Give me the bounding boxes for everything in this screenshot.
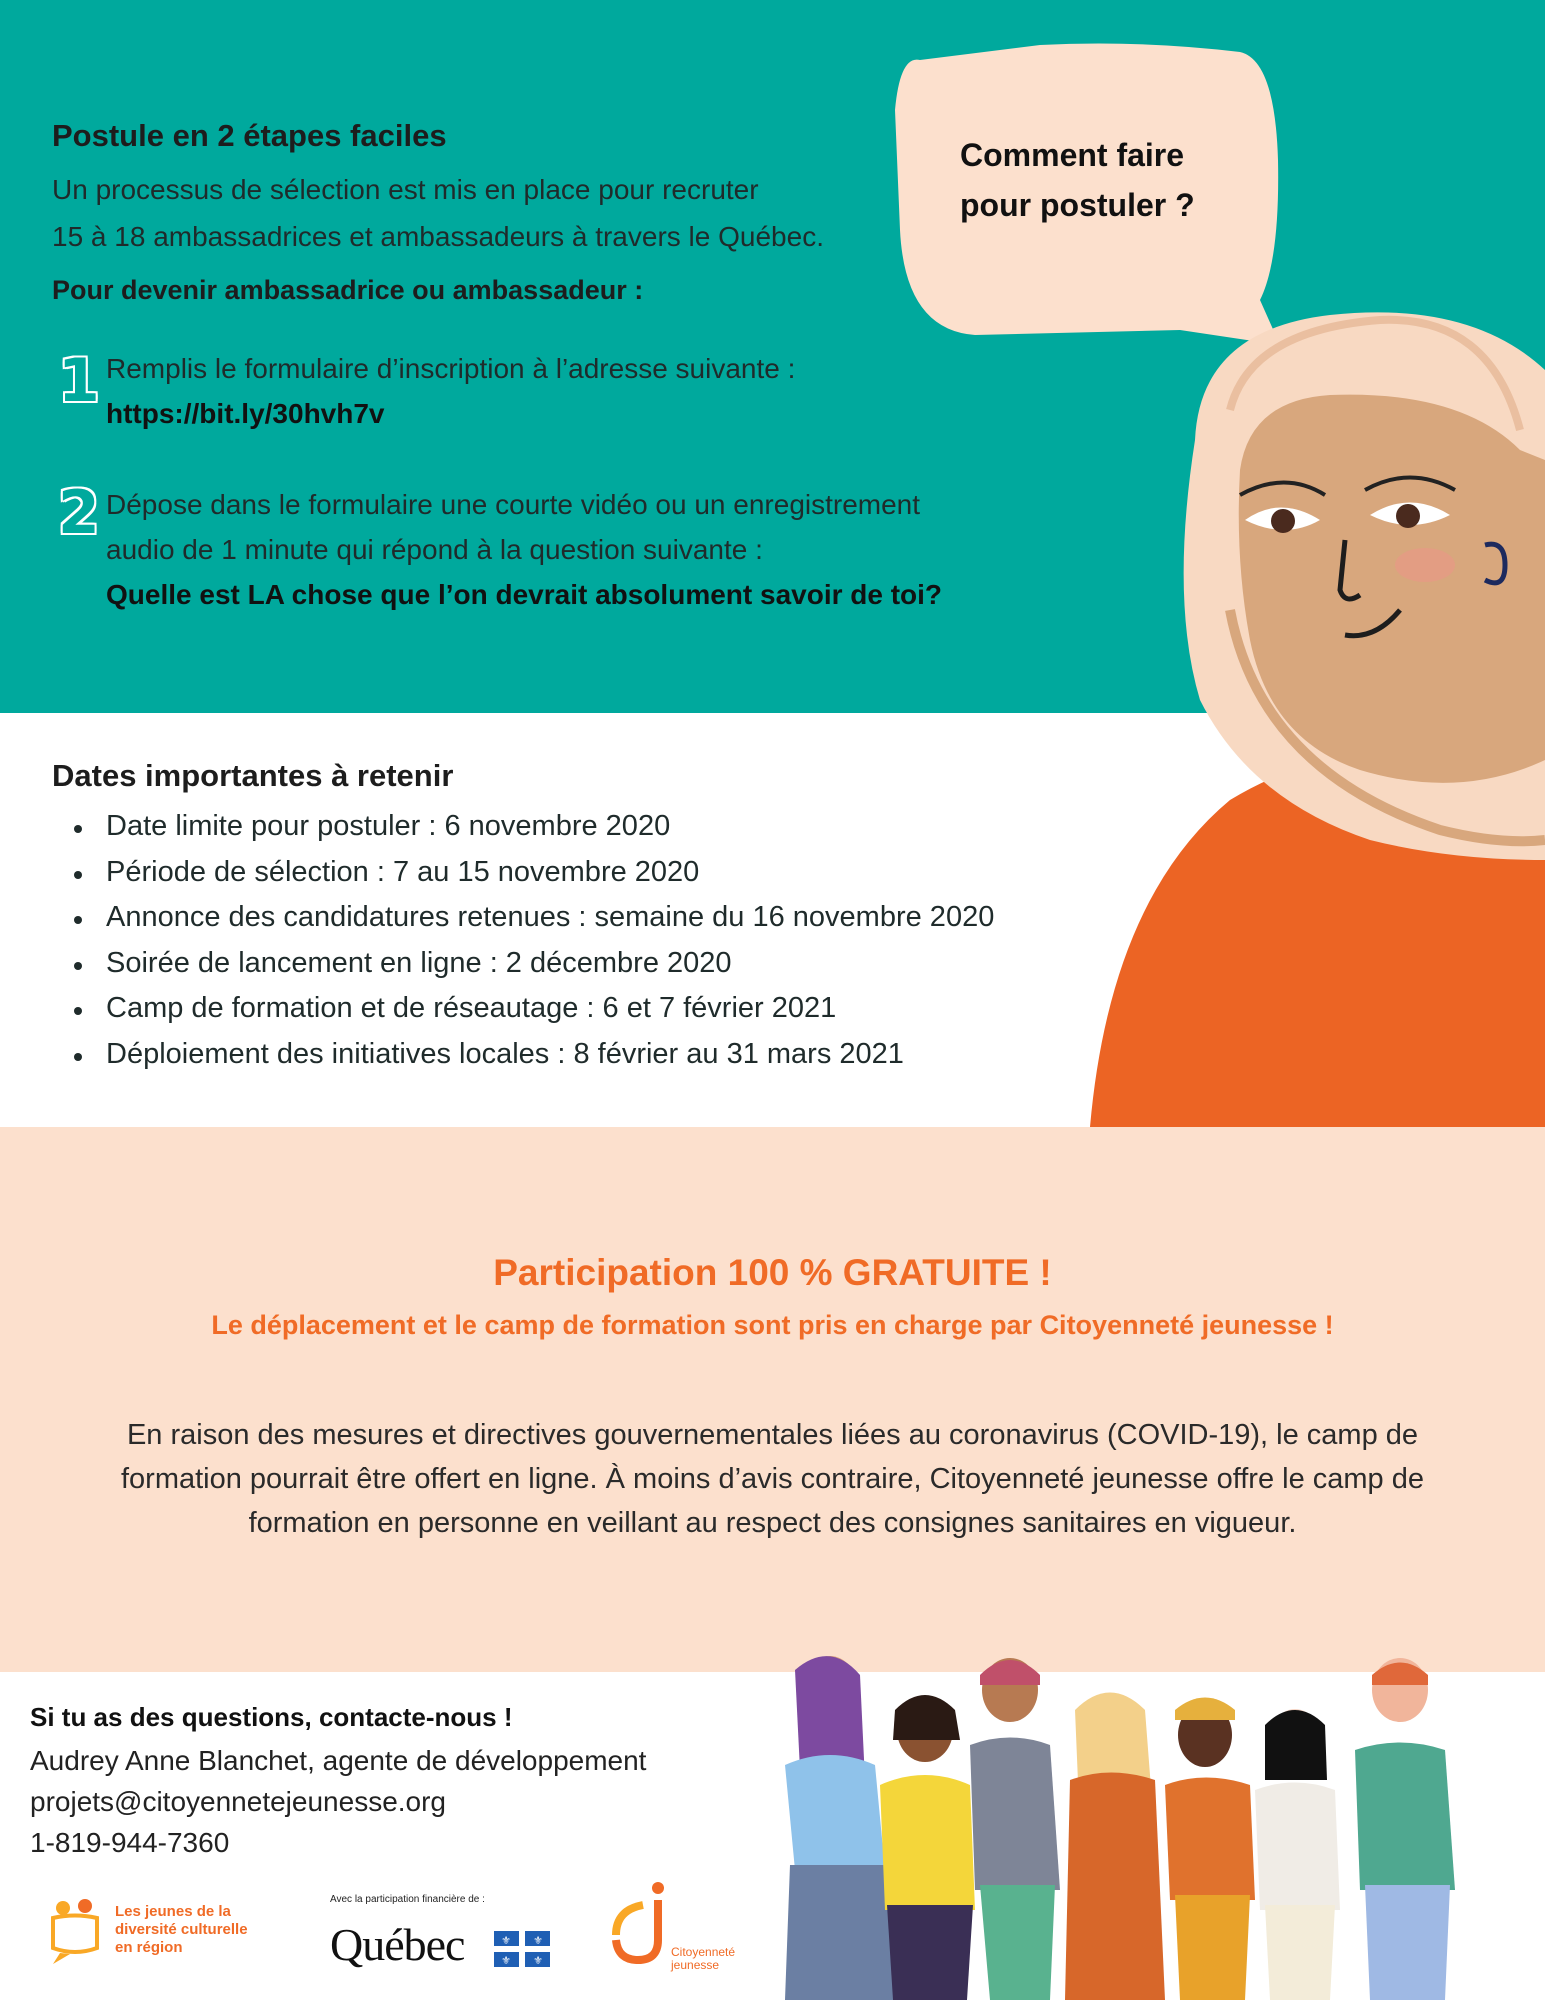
covid-line-1: En raison des mesures et directives gouvernementales liées au coronavirus (COVID-19), le camp de	[126, 1419, 1419, 1451]
jeunes-diversite-logo-icon	[45, 1898, 105, 1966]
free-subtitle: Le déplacement et le camp de formation sont pris en charge par Citoyenneté jeunesse !	[211, 1310, 1334, 1340]
date-item: Soirée de lancement en ligne : 2 décembre 2020	[70, 941, 994, 987]
logo1-line-1: Les jeunes de la	[115, 1903, 231, 1920]
person-2-hair	[893, 1695, 960, 1740]
contact-title: Si tu as des questions, contacte-nous !	[30, 1702, 513, 1732]
svg-text:⚜: ⚜	[501, 1934, 511, 1947]
info-section	[0, 1127, 1545, 1672]
person-3-pants	[980, 1885, 1055, 2000]
step-1	[106, 346, 795, 436]
citoyennete-jeunesse-logo-text	[671, 1946, 735, 1972]
step-2-question: Quelle est LA chose que l’on devrait absolument savoir de toi?	[106, 579, 943, 610]
date-item: Annonce des candidatures retenues : semaine du 16 novembre 2020	[70, 895, 994, 941]
date-item: Date limite pour postuler : 6 novembre 2020	[70, 804, 994, 850]
step-2	[106, 482, 1006, 617]
citoyennete-jeunesse-logo-icon	[608, 1880, 672, 1970]
become-title: Pour devenir ambassadrice ou ambassadeur :	[52, 275, 644, 305]
svg-text:⚜: ⚜	[533, 1954, 543, 1967]
date-item: Déploiement des initiatives locales : 8 février au 31 mars 2021	[70, 1032, 994, 1078]
step-2-text-1: Dépose dans le formulaire une courte vidéo ou un enregistrement	[106, 489, 921, 520]
person-6-pants	[1265, 1905, 1335, 2000]
registration-link[interactable]: https://bit.ly/30hvh7v	[106, 398, 385, 429]
bubble-line-1: Comment faire	[960, 137, 1185, 173]
steps-title: Postule en 2 étapes faciles	[52, 118, 447, 153]
covid-line-2: formation pourrait être offert en ligne. À moins d’avis contraire, Citoyenneté jeunesse offre le camp de	[120, 1463, 1425, 1495]
step-1-text: Remplis le formulaire d’inscription à l’adresse suivante :	[106, 353, 796, 384]
person-7-pants	[1365, 1885, 1450, 2000]
funding-caption: Avec la participation financière de :	[330, 1894, 485, 1905]
person-5-pants	[1175, 1895, 1250, 2000]
person-1-top	[785, 1755, 885, 1870]
bubble-text	[960, 130, 1195, 230]
contact-email[interactable]: projets@citoyennetejeunesse.org	[30, 1786, 447, 1817]
contact-phone[interactable]: 1-819-944-7360	[30, 1827, 230, 1858]
dates-title: Dates importantes à retenir	[52, 758, 454, 793]
covid-line-3: formation en personne en veillant au respect des consignes sanitaires en vigueur.	[248, 1507, 1297, 1539]
person-2-top	[880, 1775, 975, 1910]
svg-text:⚜: ⚜	[533, 1934, 543, 1947]
person-6-hair	[1265, 1710, 1327, 1780]
person-3-turban	[980, 1660, 1040, 1685]
person-4-dress	[1065, 1773, 1165, 2000]
right-pupil	[1396, 504, 1420, 528]
cj-line-2: jeunesse	[671, 1958, 720, 1972]
cheek	[1395, 548, 1455, 582]
bubble-line-2: pour postuler ?	[960, 187, 1195, 223]
contact-name: Audrey Anne Blanchet, agente de développement	[30, 1745, 647, 1776]
jeunes-diversite-logo-text	[115, 1903, 248, 1957]
svg-text:⚜: ⚜	[501, 1954, 511, 1967]
step-1-number: 1	[58, 346, 100, 416]
intro-text	[52, 166, 932, 260]
step-2-number: 2	[58, 478, 100, 548]
logo1-line-3: en région	[115, 1939, 183, 1956]
dates-list	[70, 804, 994, 1077]
person-7-hair	[1372, 1663, 1428, 1686]
date-item: Camp de formation et de réseautage : 6 et 7 février 2021	[70, 986, 994, 1032]
covid-notice	[60, 1413, 1485, 1545]
quebec-flag-icon	[494, 1931, 550, 1967]
person-6-top	[1255, 1783, 1340, 1911]
intro-line-1: Un processus de sélection est mis en place pour recruter	[52, 174, 759, 205]
intro-line-2: 15 à 18 ambassadrices et ambassadeurs à travers le Québec.	[52, 221, 824, 252]
person-1-skirt	[785, 1865, 895, 2000]
person-7-top	[1355, 1743, 1455, 1891]
free-title: Participation 100 % GRATUITE !	[493, 1252, 1052, 1293]
date-item: Période de sélection : 7 au 15 novembre 2020	[70, 850, 994, 896]
quebec-logo-text: Québec	[330, 1919, 465, 1970]
person-5-headwrap	[1175, 1698, 1235, 1721]
person-3-top	[970, 1738, 1060, 1891]
person-5-top	[1165, 1778, 1255, 1901]
cj-line-1: Citoyenneté	[671, 1945, 736, 1959]
people-illustration	[735, 1650, 1545, 2000]
person-2-pants	[887, 1905, 973, 2000]
left-pupil	[1271, 509, 1295, 533]
step-2-text-2: audio de 1 minute qui répond à la question suivante :	[106, 534, 763, 565]
logo1-line-2: diversité culturelle	[115, 1921, 248, 1938]
